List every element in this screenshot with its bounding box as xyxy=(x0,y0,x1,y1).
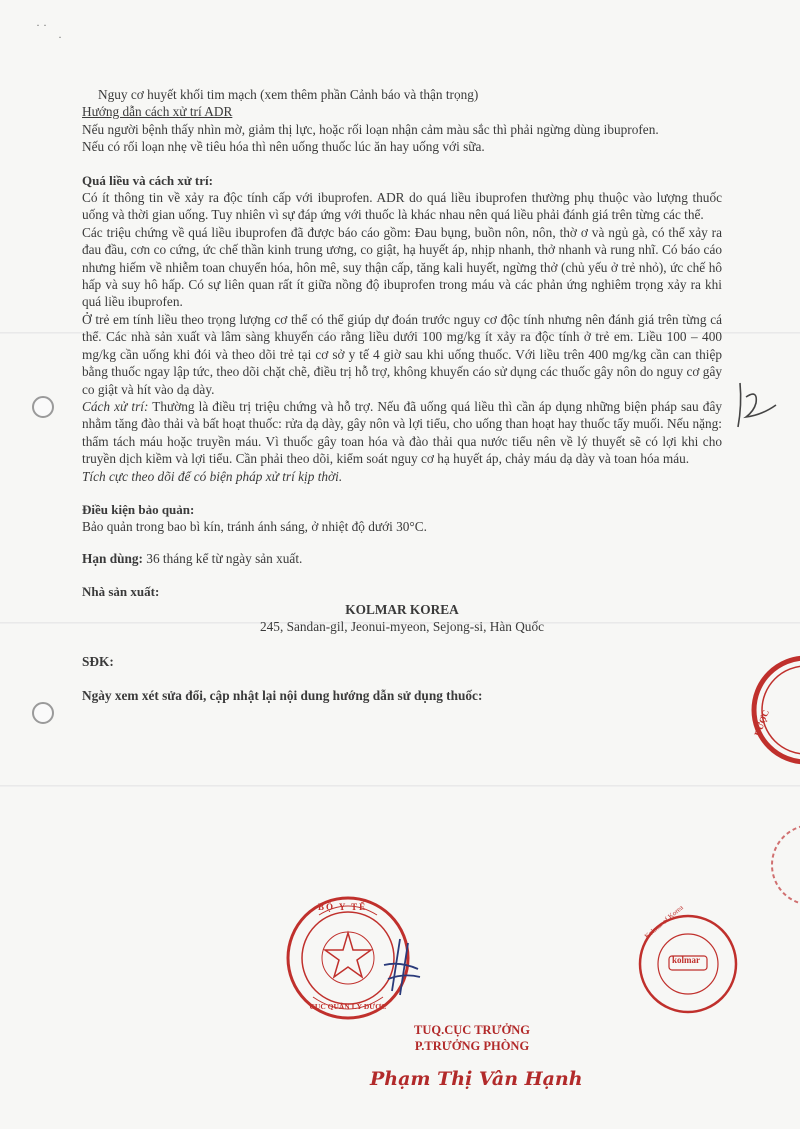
margin-handwritten-mark xyxy=(732,375,782,435)
signatory-title-2: P.TRƯỞNG PHÒNG xyxy=(414,1039,530,1053)
shelf-label: Hạn dùng: xyxy=(82,550,143,566)
ministry-stamp-bottom-text: CỤC QUẢN LÝ DƯỢC xyxy=(309,1002,387,1011)
overdose-paragraph-3: Ở trẻ em tính liều theo trọng lượng cơ thể có thể giúp dự đoán trước nguy cơ độc tính nhưng nên đánh giá trên từng cá thể. Các nhà sản xuất và lâm sàng khuyến cáo rằng liều dưới 100 mg/kg ít xảy ra độc tính ở trẻ em. Liều 100 – 400 mg/kg cần uống khi đói và theo dõi trẻ tại cơ sở y tế 4 giờ sau khi uống thuốc. Với liều trên 400 mg/kg cần can thiệp bằng thuốc ngay lập tức, theo dõi chặt chẽ, điều trị hỗ trợ, không khuyến cáo sử dụng các thuốc gây nôn do nguy cơ gây co giật và hít vào dạ dày. xyxy=(82,311,722,397)
adr-paragraph-1: Nếu người bệnh thấy nhìn mờ, giảm thị lực, hoặc rối loạn nhận cảm màu sắc thì phải ngừng dùng ibuprofen. xyxy=(82,121,659,137)
edge-stamp xyxy=(760,820,800,910)
overdose-heading: Quá liều và cách xử trí: xyxy=(82,172,213,188)
company-stamp-brand: kolmar xyxy=(672,955,700,965)
leaflet-text xyxy=(82,86,722,704)
treatment-paragraph xyxy=(82,398,722,468)
adr-paragraph-2: Nếu có rối loạn nhẹ về tiêu hóa thì nên uống thuốc lúc ăn hay uống với sữa. xyxy=(82,139,485,155)
signature-scribble xyxy=(370,935,430,1005)
overdose-paragraph-1: Có ít thông tin về xảy ra độc tính cấp với ibuprofen. ADR do quá liều ibuprofen thường phụ thuộc vào lượng thuốc uống và thời gian uống. Tuy nhiên vì sự đáp ứng với thuốc là khác nhau nên quá liều phải đánh giá trên từng các thể. xyxy=(82,190,722,223)
manufacturer-address: 245, Sandan-gil, Jeonui-myeon, Sejong-si, Hàn Quốc xyxy=(260,618,544,634)
review-date-label: Ngày xem xét sửa đổi, cập nhật lại nội dung hướng dẫn sử dụng thuốc: xyxy=(82,687,483,703)
punch-hole xyxy=(32,702,54,724)
treatment-text: Thường là điều trị triệu chứng và hỗ trợ. Nếu đã uống quá liều thì cần áp dụng những biện pháp sau đây nhằm tăng đào thải và bất hoạt thuốc: rửa dạ dày, gây nôn và lợi tiểu, cho uống than hoạt hay thuốc tẩy muối. Nếu nặng: thẩm tách máu hoặc truyền máu. Vì thuốc gây toan hóa và đào thải qua nước tiểu nên về lý thuyết sẽ có lợi khi cho truyền dịch kiềm và lợi tiểu. Cần phải theo dõi, kiểm soát nguy cơ hạ huyết áp, chảy máu dạ dày và toan hóa máu. xyxy=(82,398,722,467)
treatment-note: Tích cực theo dõi để có biện pháp xử trí kịp thời. xyxy=(82,468,343,484)
punch-hole xyxy=(32,396,54,418)
risk-line: Nguy cơ huyết khối tim mạch (xem thêm phần Cảnh báo và thận trọng) xyxy=(98,87,479,102)
scan-speck: · xyxy=(58,30,62,44)
side-stamp-text: DƯỢC xyxy=(752,708,771,738)
storage-heading: Điều kiện bảo quản: xyxy=(82,501,195,517)
fold-line xyxy=(0,785,800,787)
signatory-title-1: TUQ.CỤC TRƯỞNG xyxy=(414,1023,530,1037)
manufacturer-name: KOLMAR KOREA xyxy=(345,601,459,617)
scan-specks: · · xyxy=(36,18,47,32)
overdose-paragraph-2: Các triệu chứng về quá liều ibuprofen đã được báo cáo gồm: Đau bụng, buồn nôn, nôn, thờ ơ và ngủ gà, có thể xảy ra đau đầu, cơn co cứng, ức chế thần kinh trung ương, co giật, hạ huyết áp, nhịp nhanh, thở nhanh và rung nhĩ. Có báo cáo nhưng hiếm về nhiễm toan chuyển hóa, hôn mê, suy thận cấp, tăng kali huyết, ngừng thở (chủ yếu ở trẻ nhỏ), ức chế hô hấp và suy hô hấp. Có sự liên quan rất ít giữa nồng độ ibuprofen trong máu và các phản ứng nghiêm trọng xảy ra khi quá liều ibuprofen. xyxy=(82,224,722,310)
company-stamp-ring-text: Kolmar of Korea xyxy=(643,903,685,941)
adr-heading: Hướng dẫn cách xử trí ADR xyxy=(82,104,233,120)
shelf-text: 36 tháng kể từ ngày sản xuất. xyxy=(142,550,303,566)
shelf-life xyxy=(82,550,722,567)
signatory-name: Phạm Thị Vân Hạnh xyxy=(370,1068,583,1090)
ministry-stamp-top-text: BỘ Y TẾ xyxy=(318,902,368,912)
treatment-label: Cách xử trí: xyxy=(82,398,149,414)
manufacturer-heading: Nhà sản xuất: xyxy=(82,584,160,600)
signature-block xyxy=(372,1022,572,1054)
storage-text: Bảo quản trong bao bì kín, tránh ánh sáng, ở nhiệt độ dưới 30°C. xyxy=(82,519,427,535)
registration-label: SĐK: xyxy=(82,654,114,670)
